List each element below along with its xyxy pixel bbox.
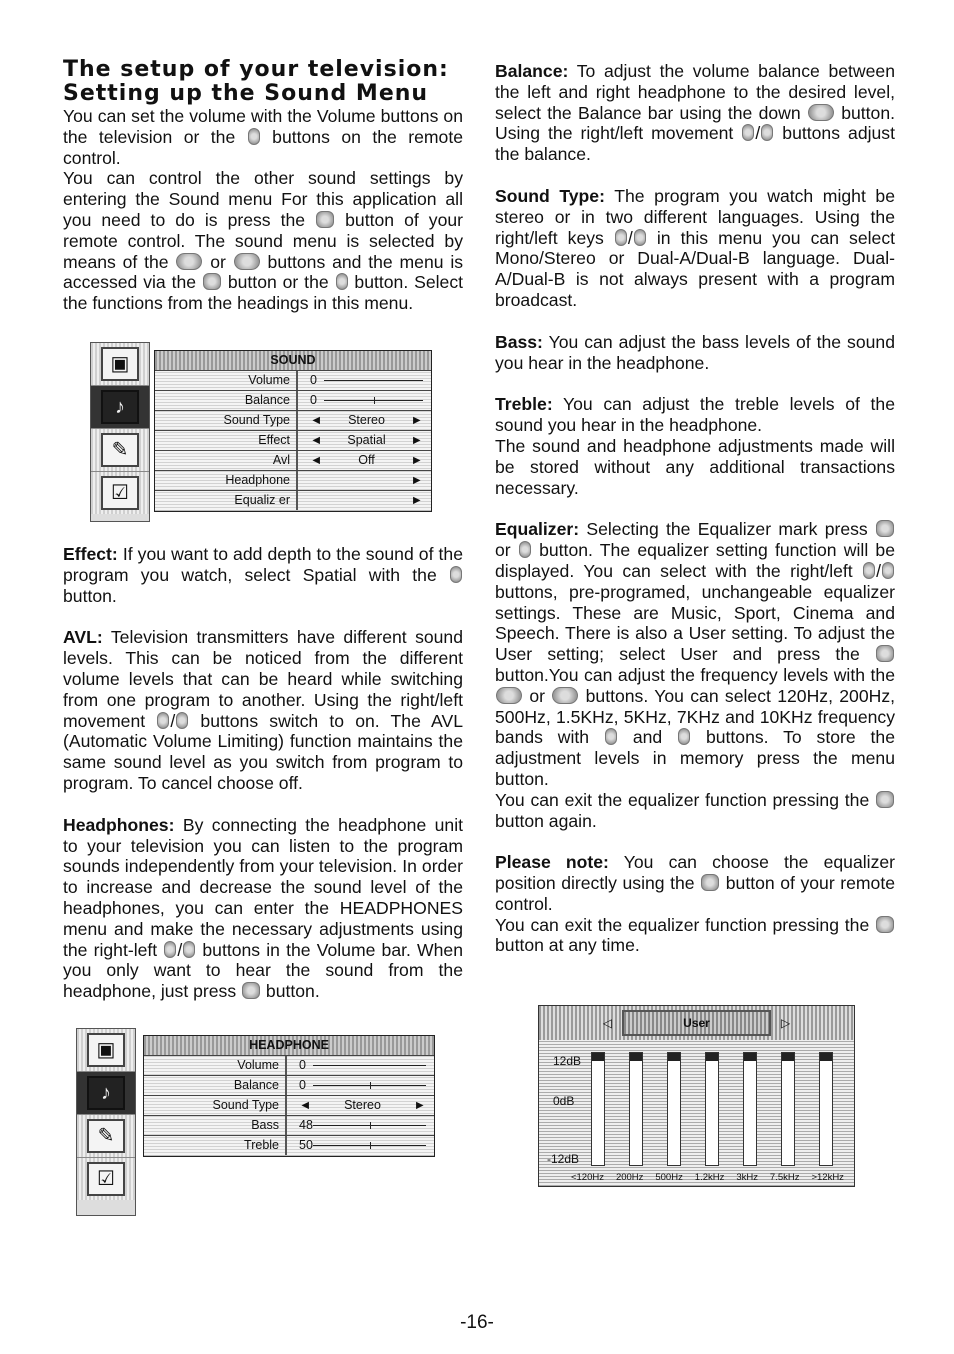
volume-button-icon <box>248 128 260 145</box>
menu-button-icon <box>316 211 334 228</box>
effect-paragraph: Effect: If you want to add depth to the sound of the program you watch, select Spatial with the button. <box>63 544 463 606</box>
menu-row: Sound Type ◄ Stereo ► <box>155 411 431 431</box>
right-arrow-icon: ► <box>413 1098 426 1112</box>
left-column <box>63 58 463 314</box>
right-arrow-icon: ▷ <box>781 1016 791 1030</box>
down-button-icon <box>234 253 260 270</box>
menu-row: Equaliz er ► <box>155 491 431 510</box>
equalizer-paragraph: Equalizer: Selecting the Equalizer mark press or button. The equalizer setting function will be displayed. You can select with the right/left / buttons, pre-programed, unchangeable equalizer settings. These are Music, Sport, Cinema and Speech. There is also a User setting. To adjust the User setting; select User and press the button.You can adjust the frequency levels with the or buttons. You can select 120Hz, 200Hz, 500Hz, 1.5KHz, 5KHz, 7KHz and 10KHz frequency bands with and buttons. To store the adjustment levels in memory press the menu button. <box>495 519 896 789</box>
right-button-icon <box>157 712 169 729</box>
eq-slider-knob <box>668 1053 680 1061</box>
left-button-icon <box>761 124 773 141</box>
volume-bar <box>313 1065 426 1066</box>
right-button-icon <box>336 273 348 290</box>
volume-bar <box>324 380 423 381</box>
tools-icon: ✎ <box>87 1119 125 1153</box>
page-number: -16- <box>460 1312 494 1333</box>
eq-slider-knob <box>706 1053 718 1061</box>
down-button-icon <box>808 104 834 121</box>
equalizer-button-icon <box>876 791 894 808</box>
menu-row: Volume 0 <box>155 371 431 391</box>
db-label-mid: 0dB <box>553 1094 575 1108</box>
db-label-bottom: -12dB <box>547 1152 580 1166</box>
tools-icon: ✎ <box>101 433 139 467</box>
ok-button-icon <box>203 273 221 290</box>
treble-paragraph-2: The sound and headphone adjustments made will be stored without any additional transactions necessary. <box>495 435 895 498</box>
right-button-icon <box>450 566 462 583</box>
ok-button-icon <box>876 645 894 662</box>
treble-paragraph: Treble: You can adjust the treble levels of the sound you hear in the headphone. <box>495 394 895 436</box>
eq-band-slider <box>705 1052 719 1166</box>
left-button-icon <box>183 941 195 958</box>
picture-icon: ▣ <box>87 1033 125 1067</box>
menu-row: Treble 50 <box>144 1136 434 1155</box>
db-label-top: 12dB <box>553 1054 582 1068</box>
ok-button-icon <box>876 520 894 537</box>
sound-menu-panel <box>154 350 432 512</box>
right-button-icon <box>678 728 690 745</box>
eq-band-label: 3kHz <box>736 1172 758 1183</box>
left-arrow-icon: ◄ <box>299 1098 312 1112</box>
title-line-1: The setup of your television: <box>63 57 449 82</box>
eq-band-slider <box>667 1052 681 1166</box>
left-arrow-icon: ◄ <box>310 453 323 467</box>
picture-icon: ▣ <box>101 347 139 381</box>
page-title <box>63 58 463 106</box>
left-button-icon <box>605 728 617 745</box>
right-arrow-icon: ► <box>410 473 423 487</box>
settings-icon: ☑ <box>87 1162 125 1196</box>
eq-band-slider <box>591 1052 605 1166</box>
left-button-icon <box>634 229 646 246</box>
left-arrow-icon: ◄ <box>310 413 323 427</box>
left-column-lower <box>63 544 463 1002</box>
menu-row: Bass 48 <box>144 1116 434 1136</box>
menu-row: Sound Type ◄ Stereo ► <box>144 1096 434 1116</box>
eq-band-slider <box>629 1052 643 1166</box>
left-arrow-icon: ◁ <box>602 1016 612 1030</box>
left-button-icon <box>176 712 188 729</box>
menu-row: Balance 0 <box>144 1076 434 1096</box>
right-button-icon <box>863 562 875 579</box>
headphone-menu-panel <box>143 1035 435 1157</box>
menu-row: Balance 0 <box>155 391 431 411</box>
sound-menu-screenshot <box>90 342 432 522</box>
eq-band-slider <box>743 1052 757 1166</box>
intro-paragraph-2: You can control the other sound settings by entering the Sound menu For this application all you need to do is press the button of your remote control. The sound menu is selected by means of the or buttons and the menu is accessed via the button or the button. Select the functions from the headings in this menu. <box>63 168 464 314</box>
sound-icon: ♪ <box>87 1076 125 1110</box>
balance-paragraph: Balance: To adjust the volume balance between the left and right headphone to the desired level, select the Balance bar using the down button. Using the right/left movement / buttons adjust the balance. <box>495 61 896 165</box>
ok-button-icon <box>242 982 260 999</box>
eq-band-label: 500Hz <box>655 1172 683 1183</box>
menu-row: Headphone ► <box>155 471 431 491</box>
eq-band-slider <box>819 1052 833 1166</box>
eq-band-label: <120Hz <box>570 1172 604 1183</box>
menu-row: Avl ◄ Off ► <box>155 451 431 471</box>
right-arrow-icon: ► <box>410 413 423 427</box>
treble-bar <box>313 1145 426 1146</box>
intro-paragraph-1: You can set the volume with the Volume buttons on the television or the buttons on the remote control. <box>63 106 463 168</box>
eq-band-label: >12kHz <box>811 1172 844 1183</box>
up-button-icon <box>496 687 522 704</box>
equalizer-screenshot <box>538 1005 855 1187</box>
equalizer-paragraph-2: You can exit the equalizer function pressing the button again. <box>495 790 895 832</box>
bass-paragraph: Bass: You can adjust the bass levels of the sound you hear in the headphone. <box>495 331 895 373</box>
menu-row: Volume 0 <box>144 1056 434 1076</box>
please-note-paragraph: Please note: You can choose the equalizer position directly using the button of your remote control. <box>495 852 896 914</box>
right-arrow-icon: ► <box>410 433 423 447</box>
eq-band-label: 200Hz <box>615 1172 644 1183</box>
sound-type-paragraph: Sound Type: The program you watch might be stereo or in two different languages. Using the right/left keys / in this menu you can select Mono/Stereo or Dual-A/Dual-B language. Dual-A/Dual-B is not always present with a program broadcast. <box>495 185 896 310</box>
sound-icon: ♪ <box>101 390 139 424</box>
eq-band-label: 7.5kHz <box>769 1172 800 1183</box>
eq-band-labels <box>565 1172 850 1183</box>
equalizer-button-icon <box>701 874 719 891</box>
right-button-icon <box>164 941 176 958</box>
avl-paragraph: AVL: Television transmitters have different sound levels. This can be noticed from the different volume levels that can be heard while switching from one program to another. Using the right/left movement / buttons switch to on. The AVL (Automatic Volume Limiting) function maintains the same sound level as you switch from program to program. To cancel choose off. <box>63 627 464 793</box>
right-column <box>495 61 895 956</box>
sound-menu-header: SOUND <box>155 351 431 371</box>
right-button-icon <box>615 229 627 246</box>
balance-bar <box>313 1085 426 1086</box>
down-button-icon <box>552 687 578 704</box>
right-arrow-icon: ► <box>410 453 423 467</box>
menu-row: Effect ◄ Spatial ► <box>155 431 431 451</box>
menu-icon-column <box>90 342 150 522</box>
title-line-2: Setting up the Sound Menu <box>63 81 429 106</box>
right-button-icon <box>519 541 531 558</box>
bass-bar <box>313 1125 426 1126</box>
settings-icon: ☑ <box>101 476 139 510</box>
headphone-menu-header: HEADPHONE <box>144 1036 434 1056</box>
left-button-icon <box>882 562 894 579</box>
headphone-menu-screenshot <box>76 1028 436 1218</box>
eq-slider-knob <box>782 1053 794 1061</box>
right-arrow-icon: ► <box>410 493 423 507</box>
equalizer-mode: User <box>622 1010 771 1036</box>
left-arrow-icon: ◄ <box>310 433 323 447</box>
eq-slider-knob <box>820 1053 832 1061</box>
equalizer-button-icon <box>876 916 894 933</box>
right-button-icon <box>742 124 754 141</box>
eq-band-label: 1.2kHz <box>694 1172 725 1183</box>
eq-slider-knob <box>744 1053 756 1061</box>
menu-icon-column <box>76 1028 136 1216</box>
headphones-paragraph: Headphones: By connecting the headphone unit to your television you can listen to the program sounds independently from your television. In order to increase and decrease the sound level of the headphones, you can enter the HEADPHONES menu and make the necessary adjustments using the right-left / buttons in the Volume bar. When you only want to hear the sound from the headphone, just press button. <box>63 814 463 1002</box>
eq-band-slider <box>781 1052 795 1166</box>
up-button-icon <box>176 253 202 270</box>
eq-slider-knob <box>592 1053 604 1061</box>
please-note-paragraph-2: You can exit the equalizer function pressing the button at any time. <box>495 915 895 957</box>
equalizer-mode-selector <box>539 1006 854 1040</box>
balance-bar <box>324 400 423 401</box>
eq-slider-knob <box>630 1053 642 1061</box>
